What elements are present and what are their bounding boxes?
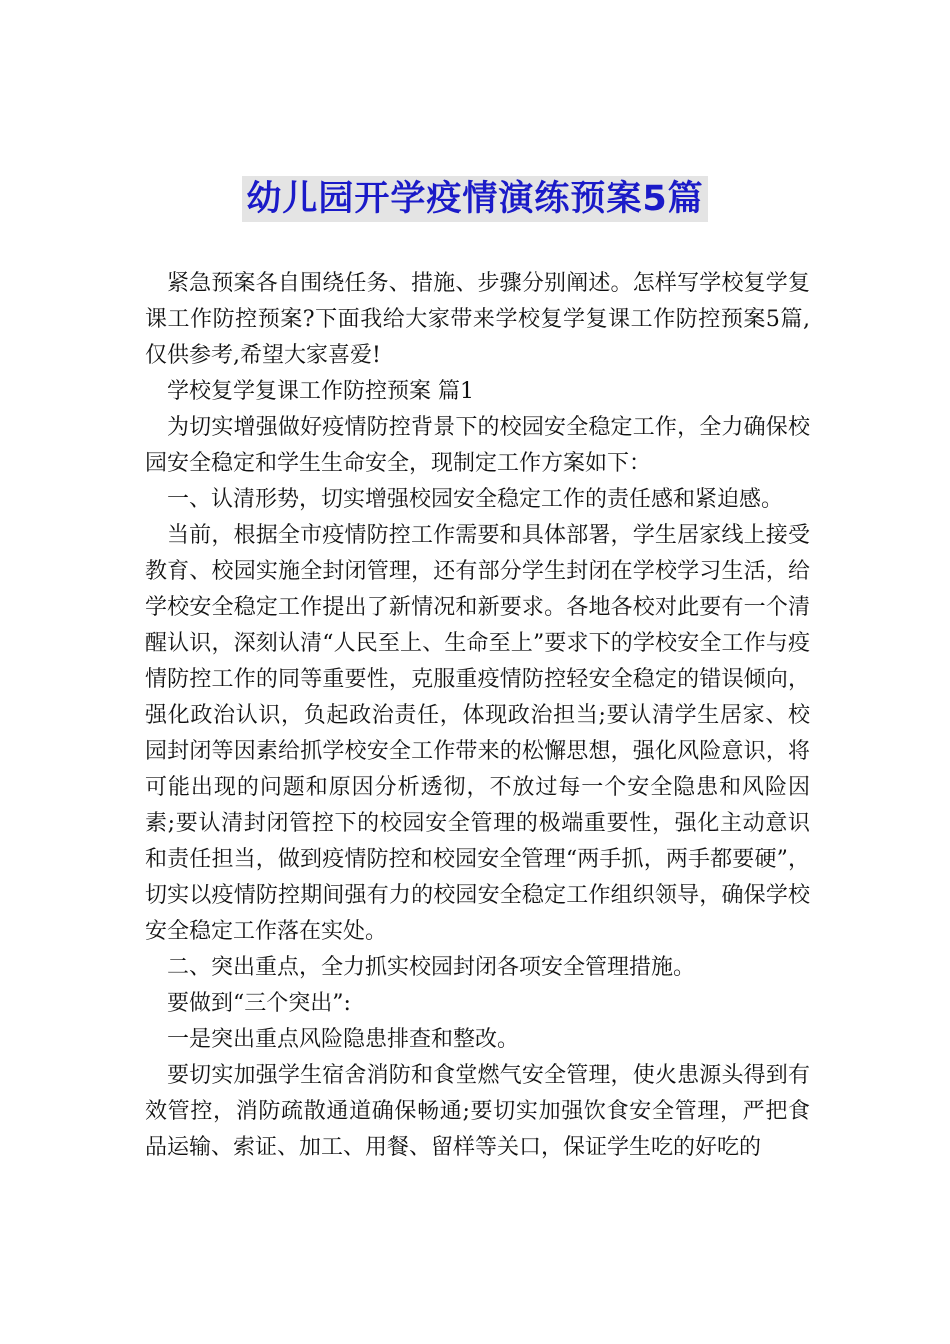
paragraph-heading-two: 二、突出重点，全力抓实校园封闭各项安全管理措施。 [167,955,696,980]
paragraph-intro: 紧急预案各自围绕任务、措施、步骤分别阐述。怎样写学校复学复课工作防控预案?下面我给大家带来学校复学复课工作防控预案5篇,仅供参考,希望大家喜爱! [145,271,810,368]
document-body [145,266,810,1166]
paragraph-focus-one: 一是突出重点风险隐患排查和整改。 [167,1027,520,1052]
document-title: 幼儿园开学疫情演练预案5篇 [242,176,707,222]
paragraph-current-situation: 当前，根据全市疫情防控工作需要和具体部署，学生居家线上接受教育、校园实施全封闭管理，还有部分学生封闭在学校学习生活，给学校安全稳定工作提出了新情况和新要求。各地各校对此要有一个清醒认识，深刻认清“人民至上、生命至上”要求下的学校安全工作与疫情防控工作的同等重要性，克服重疫情防控轻安全稳定的错误倾向，强化政治认识，负起政治责任，体现政治担当;要认清学生居家、校园封闭等因素给抓学校安全工作带来的松懈思想，强化风险意识，将可能出现的问题和原因分析透彻，不放过每一个安全隐患和风险因素;要认清封闭管控下的校园安全管理的极端重要性，强化主动意识和责任担当，做到疫情防控和校园安全管理“两手抓，两手都要硬”，切实以疫情防控期间强有力的校园安全稳定工作组织领导，确保学校安全稳定工作落在实处。 [145,523,810,944]
title-wrap [0,176,950,222]
paragraph-three-focus: 要做到“三个突出”: [167,991,351,1016]
paragraph-safety-management: 要切实加强学生宿舍消防和食堂燃气安全管理，使火患源头得到有效管控，消防疏散通道确保畅通;要切实加强饮食安全管理，严把食品运输、索证、加工、用餐、留样等关口，保证学生吃的好吃的 [145,1063,810,1160]
paragraph-heading-one: 一、认清形势，切实增强校园安全稳定工作的责任感和紧迫感。 [167,487,784,512]
paragraph-section-heading: 学校复学复课工作防控预案 篇1 [167,379,474,404]
paragraph-purpose: 为切实增强做好疫情防控背景下的校园安全稳定工作，全力确保校园安全稳定和学生生命安全，现制定工作方案如下： [145,415,810,476]
